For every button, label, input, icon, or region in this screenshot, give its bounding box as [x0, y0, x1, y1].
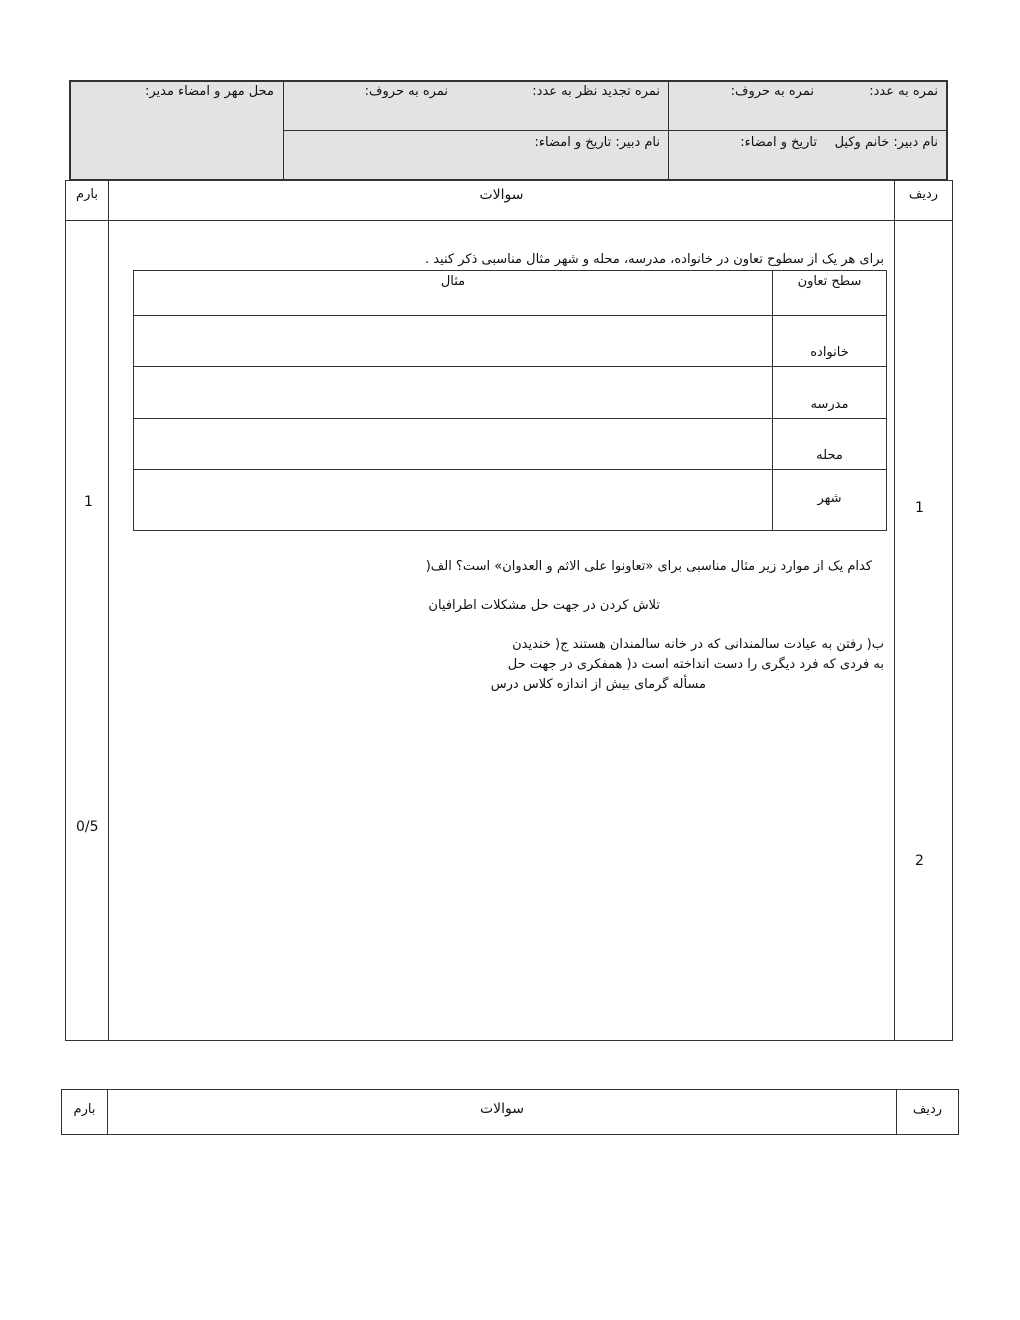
q2-line: ب( رفتن به عیادت سالمندانی که در خانه سالمندان هستند ج( خندیدن	[512, 637, 884, 652]
q2-score: 0/5	[76, 819, 99, 835]
footer-column-header-row: ردیف	[912, 1102, 943, 1117]
inner-header-level: سطح تعاون	[797, 274, 862, 289]
revision-grade-number-label: نمره تجدید نظر به عدد:	[532, 84, 660, 99]
header-divider	[283, 130, 947, 131]
revision-grade-words-label: نمره به حروف:	[364, 84, 448, 99]
q2-line: تلاش کردن در جهت حل مشکلات اطرافیان	[428, 598, 660, 613]
inner-table-divider	[133, 315, 887, 316]
table-divider	[894, 180, 895, 1041]
footer-column-header-score: بارم	[73, 1102, 96, 1117]
table-divider	[65, 220, 953, 221]
grade-number-label: نمره به عدد:	[869, 84, 938, 99]
table-divider	[108, 180, 109, 1041]
q2-line: مسأله گرمای بیش از اندازه کلاس درس	[490, 677, 706, 692]
footer-column-header-questions: سوالات	[479, 1101, 525, 1117]
inner-header-example: مثال	[440, 274, 466, 289]
inner-table-divider	[133, 469, 887, 470]
grade-words-label: نمره به حروف:	[730, 84, 814, 99]
q2-row-number: 2	[915, 853, 924, 869]
q1-score: 1	[84, 494, 93, 510]
principal-stamp-label: محل مهر و امضاء مدیر:	[144, 84, 274, 99]
column-header-row: ردیف	[908, 187, 939, 202]
q2-line: کدام یک از موارد زیر مثال مناسبی برای «تعاونوا علی الاثم و العدوان» است؟ الف(	[425, 559, 872, 574]
inner-table-divider	[133, 366, 887, 367]
date-sign-label: تاریخ و امضاء:	[740, 135, 817, 150]
level-school: مدرسه	[810, 397, 849, 412]
q1-text: برای هر یک از سطوح تعاون در خانواده، مدرسه، محله و شهر مثال مناسبی ذکر کنید .	[424, 252, 884, 267]
column-header-score: بارم	[76, 187, 98, 202]
teacher-name-label: نام دبیر: خانم وکیل	[834, 135, 938, 150]
revision-teacher-label: نام دبیر: تاریخ و امضاء:	[534, 135, 660, 150]
q2-line: به فردی که فرد دیگری را دست انداخته است د( همفکری در جهت حل	[507, 657, 884, 672]
level-city: شهر	[817, 491, 842, 506]
q1-row-number: 1	[915, 500, 924, 516]
column-header-questions: سوالات	[479, 187, 524, 203]
inner-table-divider	[133, 418, 887, 419]
level-neighborhood: محله	[816, 448, 843, 463]
level-family: خانواده	[810, 345, 849, 360]
